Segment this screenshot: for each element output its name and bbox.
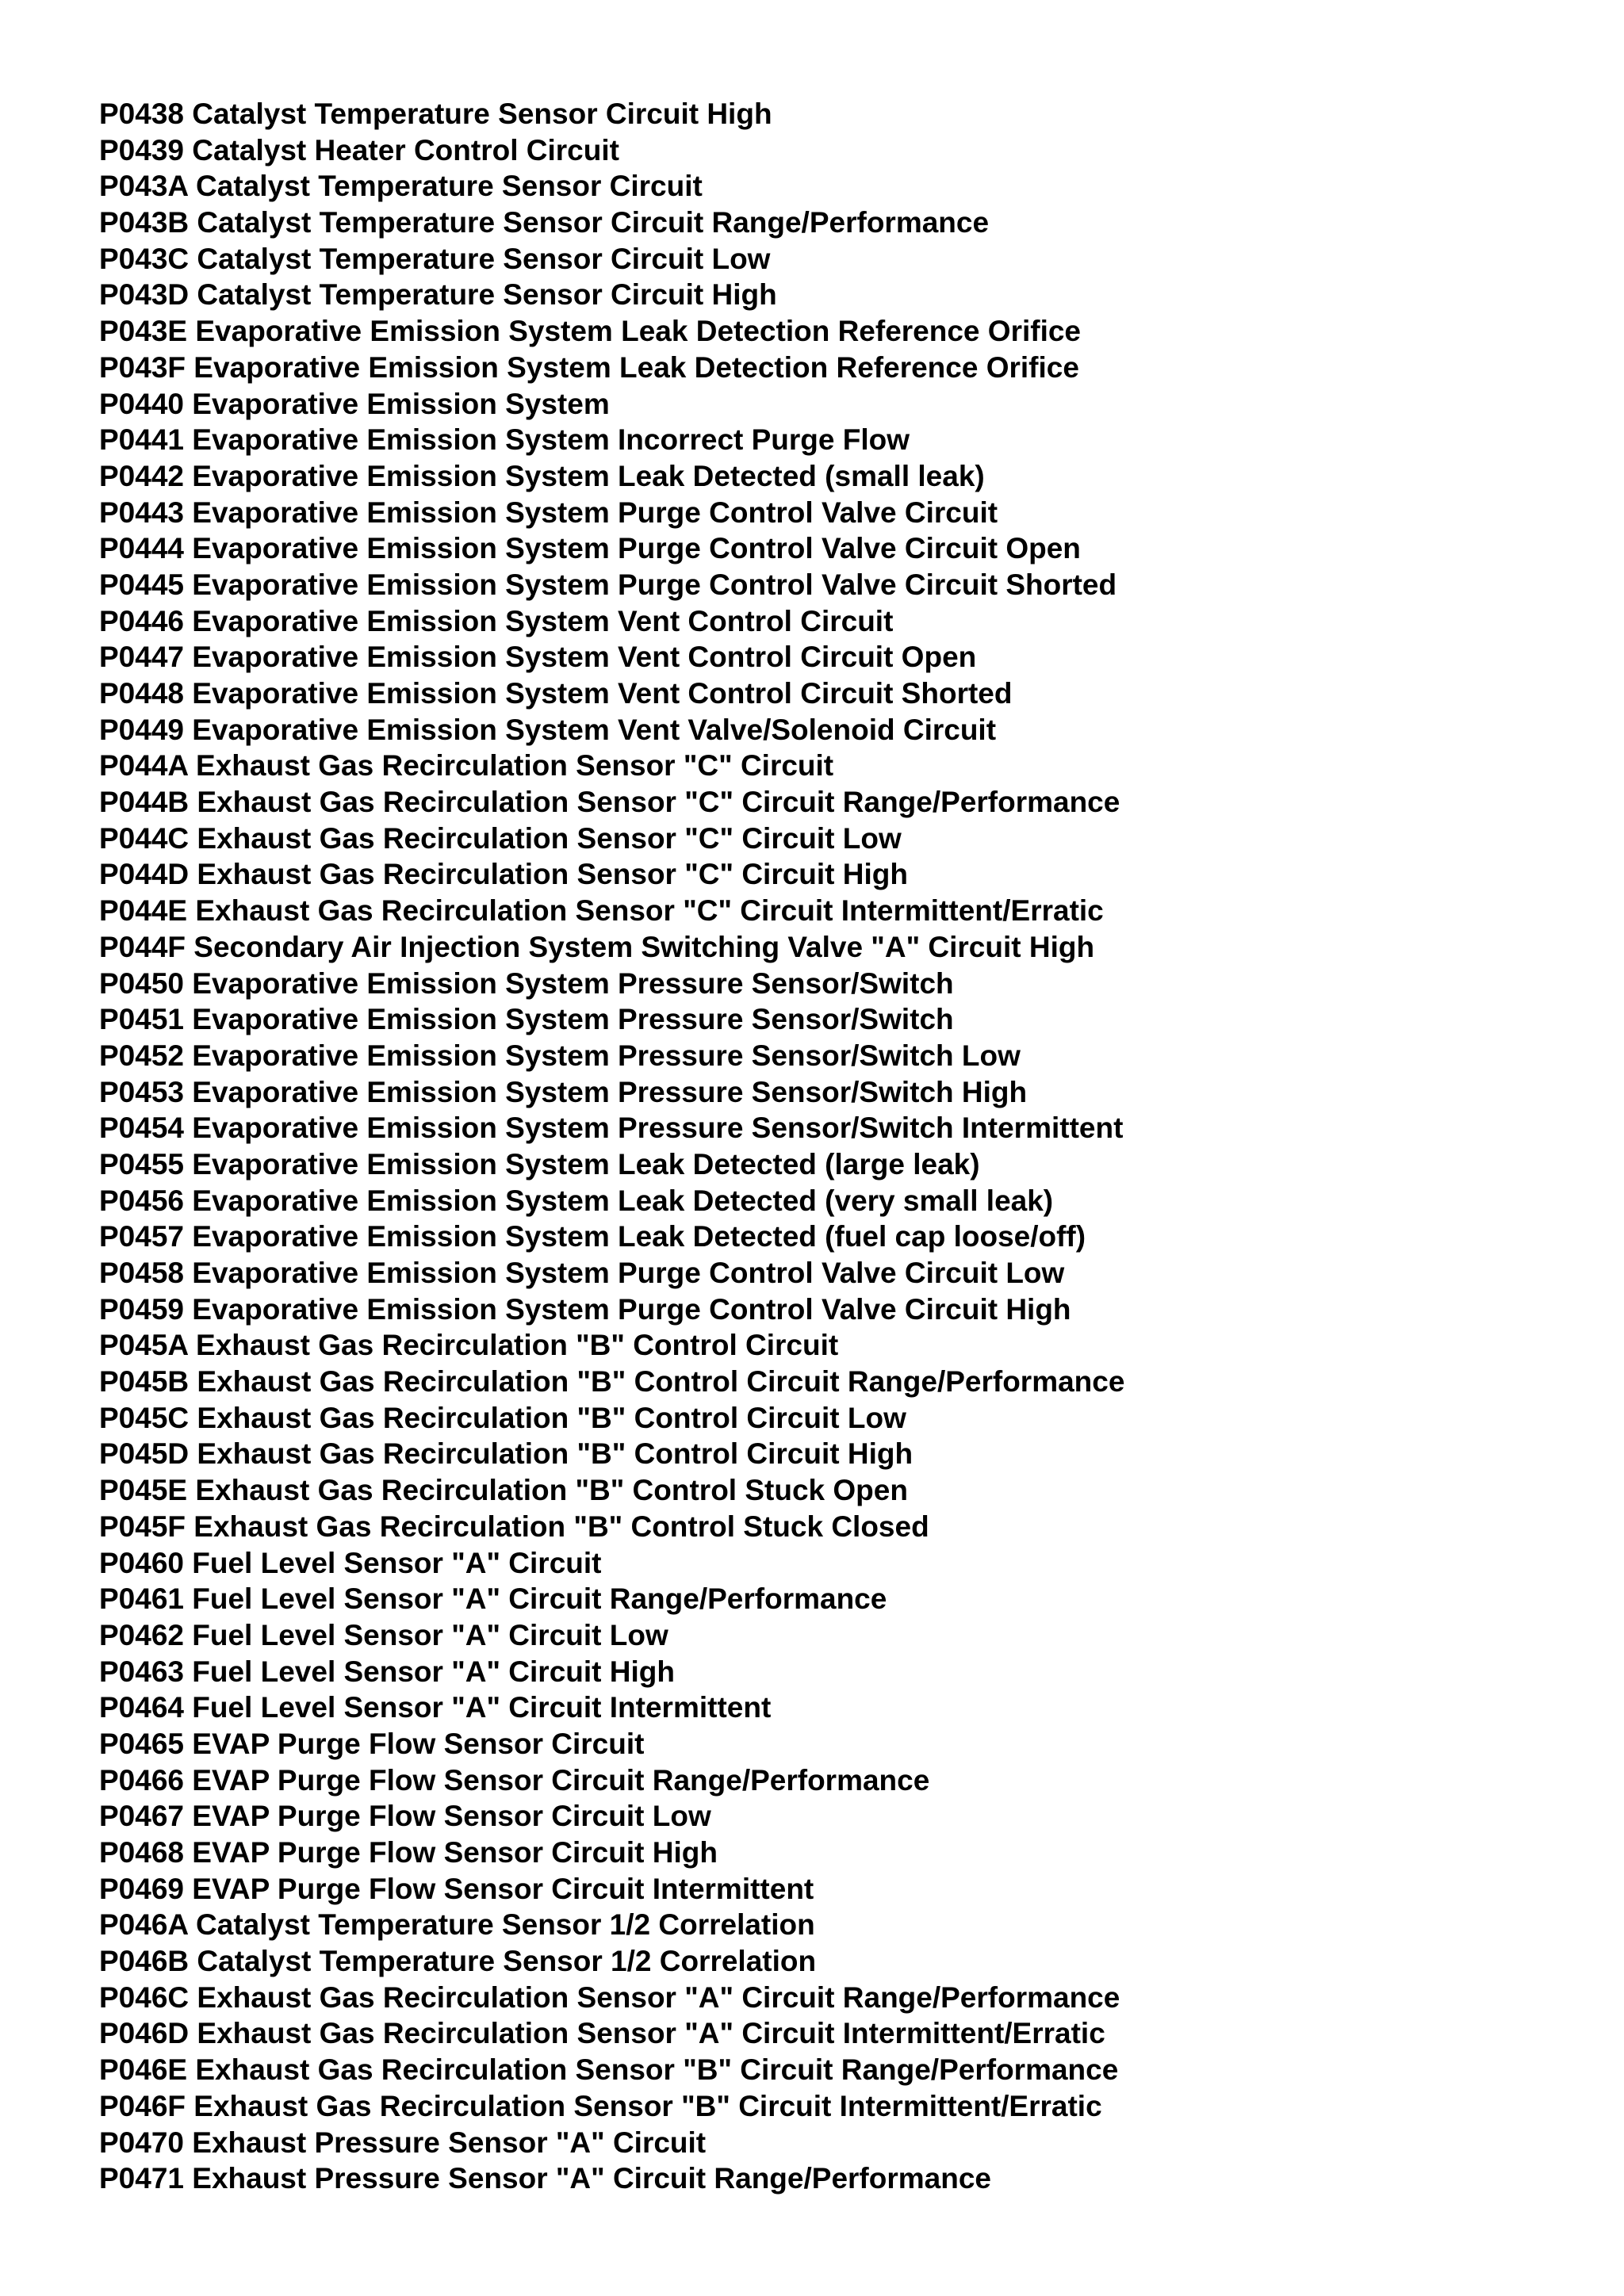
code-line: P0468 EVAP Purge Flow Sensor Circuit High xyxy=(99,1836,718,1869)
code-line: P0440 Evaporative Emission System xyxy=(99,387,610,420)
code-line: P0454 Evaporative Emission System Pressure Sensor/Switch Intermittent xyxy=(99,1112,1124,1145)
code-line: P0449 Evaporative Emission System Vent Valve/Solenoid Circuit xyxy=(99,713,997,746)
code-line: P0443 Evaporative Emission System Purge Control Valve Circuit xyxy=(99,496,998,529)
code-line: P044E Exhaust Gas Recirculation Sensor "C" Circuit Intermittent/Erratic xyxy=(99,894,1104,928)
code-line: P045F Exhaust Gas Recirculation "B" Control Stuck Closed xyxy=(99,1510,929,1543)
code-line: P0441 Evaporative Emission System Incorrect Purge Flow xyxy=(99,423,910,457)
code-line: P044A Exhaust Gas Recirculation Sensor "C" Circuit xyxy=(99,749,834,783)
code-line: P0460 Fuel Level Sensor "A" Circuit xyxy=(99,1546,602,1579)
code-line: P044F Secondary Air Injection System Switching Valve "A" Circuit High xyxy=(99,930,1095,963)
code-line: P0470 Exhaust Pressure Sensor "A" Circuit xyxy=(99,2126,707,2159)
code-line: P0444 Evaporative Emission System Purge Control Valve Circuit Open xyxy=(99,532,1081,565)
code-line: P044C Exhaust Gas Recirculation Sensor "C" Circuit Low xyxy=(99,821,902,855)
code-line: P046D Exhaust Gas Recirculation Sensor "A" Circuit Intermittent/Erratic xyxy=(99,2017,1105,2050)
code-line: P0459 Evaporative Emission System Purge Control Valve Circuit High xyxy=(99,1292,1071,1326)
trouble-code-list xyxy=(99,96,1124,2197)
code-line: P0457 Evaporative Emission System Leak Detected (fuel cap loose/off) xyxy=(99,1220,1086,1253)
code-line: P0458 Evaporative Emission System Purge Control Valve Circuit Low xyxy=(99,1257,1065,1289)
code-line: P0456 Evaporative Emission System Leak Detected (very small leak) xyxy=(99,1184,1054,1217)
code-line: P0469 EVAP Purge Flow Sensor Circuit Intermittent xyxy=(99,1872,814,1905)
code-line: P0439 Catalyst Heater Control Circuit xyxy=(99,133,619,166)
code-line: P045E Exhaust Gas Recirculation "B" Control Stuck Open xyxy=(99,1474,908,1507)
code-line: P045D Exhaust Gas Recirculation "B" Control Circuit High xyxy=(99,1437,914,1471)
code-line: P043F Evaporative Emission System Leak Detection Reference Orifice xyxy=(99,350,1079,384)
code-line: P046E Exhaust Gas Recirculation Sensor "B" Circuit Range/Performance xyxy=(99,2053,1119,2087)
code-line: P0442 Evaporative Emission System Leak Detected (small leak) xyxy=(99,459,985,492)
code-line: P046C Exhaust Gas Recirculation Sensor "A" Circuit Range/Performance xyxy=(99,1980,1120,2014)
code-line: P0464 Fuel Level Sensor "A" Circuit Intermittent xyxy=(99,1691,772,1724)
code-line: P0465 EVAP Purge Flow Sensor Circuit xyxy=(99,1727,645,1760)
code-line: P0445 Evaporative Emission System Purge Control Valve Circuit Shorted xyxy=(99,568,1117,601)
code-line: P0462 Fuel Level Sensor "A" Circuit Low xyxy=(99,1618,668,1651)
code-line: P0447 Evaporative Emission System Vent Control Circuit Open xyxy=(99,641,977,674)
code-line: P0463 Fuel Level Sensor "A" Circuit High xyxy=(99,1655,675,1688)
code-line: P043B Catalyst Temperature Sensor Circuit Range/Performance xyxy=(99,206,990,239)
code-line: P046A Catalyst Temperature Sensor 1/2 Correlation xyxy=(99,1908,815,1942)
code-line: P044B Exhaust Gas Recirculation Sensor "C" Circuit Range/Performance xyxy=(99,786,1120,819)
code-line: P0467 EVAP Purge Flow Sensor Circuit Low xyxy=(99,1800,711,1833)
code-line: P043C Catalyst Temperature Sensor Circuit Low xyxy=(99,242,771,275)
code-line: P043D Catalyst Temperature Sensor Circuit High xyxy=(99,278,777,312)
code-line: P0466 EVAP Purge Flow Sensor Circuit Range/Performance xyxy=(99,1763,930,1797)
code-line: P046F Exhaust Gas Recirculation Sensor "B" Circuit Intermittent/Erratic xyxy=(99,2089,1102,2122)
code-line: P0455 Evaporative Emission System Leak Detected (large leak) xyxy=(99,1147,980,1181)
code-line: P044D Exhaust Gas Recirculation Sensor "C" Circuit High xyxy=(99,858,908,891)
code-line: P0448 Evaporative Emission System Vent Control Circuit Shorted xyxy=(99,677,1013,710)
code-line: P045C Exhaust Gas Recirculation "B" Control Circuit Low xyxy=(99,1401,906,1434)
code-line: P043A Catalyst Temperature Sensor Circuit xyxy=(99,170,703,203)
code-line: P045B Exhaust Gas Recirculation "B" Control Circuit Range/Performance xyxy=(99,1365,1125,1399)
code-line: P0450 Evaporative Emission System Pressure Sensor/Switch xyxy=(99,966,954,1000)
code-line: P0446 Evaporative Emission System Vent Control Circuit xyxy=(99,604,894,637)
code-line: P0438 Catalyst Temperature Sensor Circuit High xyxy=(99,98,772,130)
code-line: P0461 Fuel Level Sensor "A" Circuit Range/Performance xyxy=(99,1582,887,1616)
code-line: P0451 Evaporative Emission System Pressure Sensor/Switch xyxy=(99,1003,954,1036)
code-line: P0452 Evaporative Emission System Pressure Sensor/Switch Low xyxy=(99,1039,1021,1072)
code-line: P043E Evaporative Emission System Leak Detection Reference Orifice xyxy=(99,315,1082,348)
code-line: P0471 Exhaust Pressure Sensor "A" Circuit Range/Performance xyxy=(99,2162,991,2195)
code-line: P0453 Evaporative Emission System Pressure Sensor/Switch High xyxy=(99,1075,1028,1108)
code-line: P046B Catalyst Temperature Sensor 1/2 Correlation xyxy=(99,1945,817,1978)
code-line: P045A Exhaust Gas Recirculation "B" Control Circuit xyxy=(99,1329,839,1362)
